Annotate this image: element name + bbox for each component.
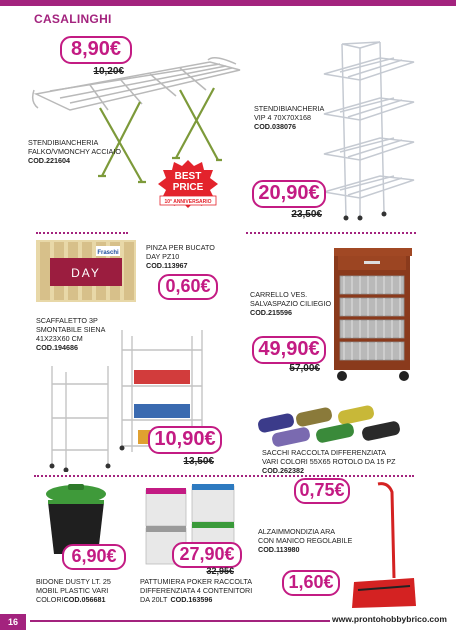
separator bbox=[246, 232, 416, 234]
product-description bbox=[250, 290, 340, 317]
garbage-bags-image bbox=[252, 402, 414, 450]
product-name: SACCHI RACCOLTA DIFFERENZIATA VARI COLORI 55X65 ROTOLO DA 15 PZ bbox=[262, 448, 396, 466]
header-bar bbox=[0, 0, 456, 6]
product-code: COD.113980 bbox=[258, 545, 300, 554]
pack-brand: Fraschi bbox=[97, 250, 119, 256]
pack-label: DAY bbox=[71, 266, 101, 280]
product-name: STENDIBIANCHERIA FALKO/VMONCHY ACCIAIO bbox=[28, 138, 121, 156]
price-tag: 0,60€ bbox=[158, 274, 218, 300]
product-code: COD.113967 bbox=[146, 261, 188, 270]
product-code: COD.215596 bbox=[250, 308, 292, 317]
wooden-cart-image bbox=[328, 246, 418, 386]
price-tag: 8,90€ bbox=[60, 36, 132, 64]
product-code: COD.056681 bbox=[63, 595, 106, 604]
old-price: 10,20€ bbox=[93, 66, 124, 77]
separator bbox=[34, 475, 414, 477]
product-code: COD.038076 bbox=[254, 122, 296, 131]
product-code: COD.221604 bbox=[28, 156, 70, 165]
old-price: 57,00€ bbox=[289, 363, 320, 374]
price-tag: 10,90€ bbox=[148, 426, 222, 454]
product-code: COD.262382 bbox=[262, 466, 304, 475]
product-description bbox=[262, 448, 422, 475]
product-description bbox=[28, 138, 148, 165]
old-price: 32,95€ bbox=[206, 566, 234, 576]
website-link[interactable]: www.prontohobbybrico.com bbox=[332, 614, 447, 624]
product-description bbox=[254, 104, 354, 131]
product-description bbox=[140, 577, 260, 604]
price-tag: 27,90€ bbox=[172, 542, 242, 568]
separator bbox=[36, 232, 128, 234]
price-tag: 20,90€ bbox=[252, 180, 326, 208]
dustpan-image bbox=[348, 482, 418, 610]
product-name: PATTUMIERA POKER RACCOLTA DIFFERENZIATA 4 CONTENITORI DA 20LT bbox=[140, 577, 253, 604]
product-code: COD.194686 bbox=[36, 343, 78, 352]
product-name: BIDONE DUSTY LT. 25 MOBIL PLASTIC VARI COLORI bbox=[36, 577, 111, 604]
clothespin-pack-image bbox=[36, 240, 136, 302]
old-price: 13,50€ bbox=[183, 456, 214, 467]
price-tag: 0,75€ bbox=[294, 478, 350, 504]
product-description bbox=[146, 243, 246, 270]
badge-line1: BEST bbox=[174, 171, 202, 182]
page-number: 16 bbox=[0, 614, 26, 630]
old-price: 23,50€ bbox=[291, 209, 322, 220]
badge-line3: 10° ANNIVERSARIO bbox=[164, 199, 212, 205]
section-title: CASALINGHI bbox=[34, 12, 112, 26]
price-tag: 6,90€ bbox=[62, 544, 126, 570]
product-name: STENDIBIANCHERIA VIP 4 70X70X168 bbox=[254, 104, 325, 122]
product-name: PINZA PER BUCATO DAY PZ10 bbox=[146, 243, 215, 261]
price-tag: 1,60€ bbox=[282, 570, 340, 596]
price-tag: 49,90€ bbox=[252, 336, 326, 364]
product-name: CARRELLO VES. SALVASPAZIO CILIEGIO bbox=[250, 290, 332, 308]
product-code: COD.163596 bbox=[170, 595, 213, 604]
badge-line2: PRICE bbox=[172, 182, 204, 193]
product-name: SCAFFALETTO 3P SMONTABILE SIENA 41X23X60 CM bbox=[36, 316, 106, 343]
best-price-badge bbox=[158, 160, 218, 212]
footer-line bbox=[30, 620, 330, 622]
product-name: ALZAIMMONDIZIA ARA CON MANICO REGOLABILE bbox=[258, 527, 353, 545]
product-description bbox=[36, 577, 136, 604]
